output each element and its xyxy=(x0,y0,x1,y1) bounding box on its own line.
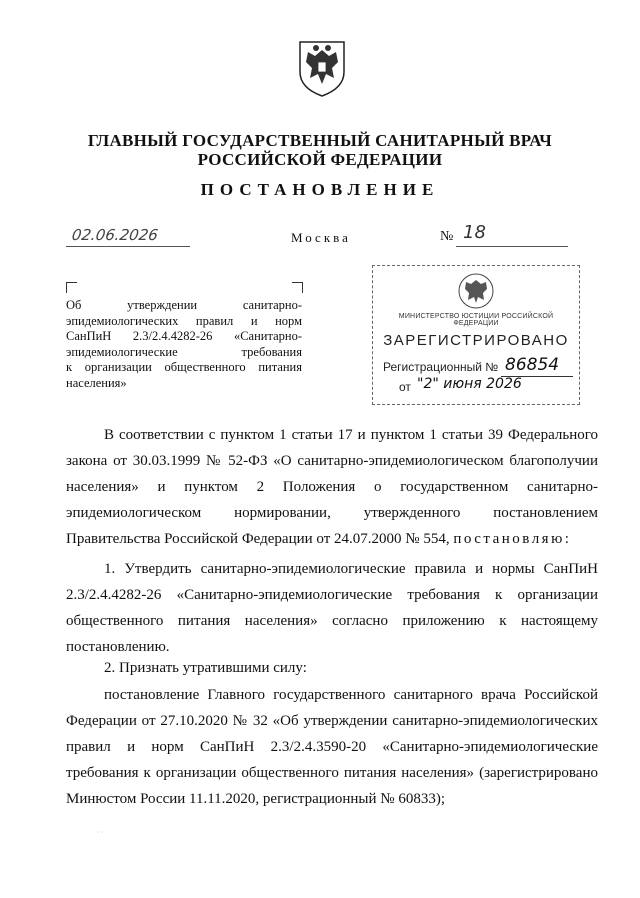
resolution-word: постановляю: xyxy=(453,531,572,547)
coat-of-arms-emblem xyxy=(296,38,348,98)
clause-2-item: постановление Главного государственного санитарного врача Российской Федерации от 27.10.2020 № 32 «Об утверждении санитарно-эпидемиологических правил и норм СанПиН 2.3/2.4.3590-20 «Санитарно-эпидемиологические требования к организации общественного питания населения» (зарегистрировано Минюстом России 11.11.2020, регистрационный № 60833); xyxy=(66,687,598,807)
authority-title-line1: ГЛАВНЫЙ ГОСУДАРСТВЕННЫЙ САНИТАРНЫЙ ВРАЧ xyxy=(87,131,553,150)
subject-line: населения» xyxy=(66,375,127,390)
number-sign: № xyxy=(440,229,454,244)
document-city: Москва xyxy=(291,230,351,245)
clause-2-heading: 2. Признать утратившими силу: xyxy=(104,660,307,676)
date-underline xyxy=(66,246,190,247)
subject-bracket-left xyxy=(66,282,77,293)
stamp-registration-date: "2" июня 2026 xyxy=(417,376,522,392)
preamble-paragraph xyxy=(66,422,598,552)
scan-artifact: · · xyxy=(96,828,104,837)
stamp-ministry-name: МИНИСТЕРСТВО ЮСТИЦИИ РОССИЙСКОЙ ФЕДЕРАЦИИ xyxy=(398,313,554,327)
number-underline xyxy=(456,246,568,247)
subject-line: Об утверждении санитарно- xyxy=(66,298,302,312)
subject-bracket-right xyxy=(292,282,303,293)
stamp-emblem-icon xyxy=(457,272,495,310)
document-date: 02.06.2026 xyxy=(70,226,160,244)
authority-title-line2: РОССИЙСКОЙ ФЕДЕРАЦИИ xyxy=(197,150,443,169)
document-number: 18 xyxy=(463,222,486,243)
subject-line: СанПиН 2.3/2.4.4282-26 «Санитарно- xyxy=(66,329,302,343)
document-subject xyxy=(66,298,302,391)
preamble-text: В соответствии с пунктом 1 статьи 17 и пунктом 1 статьи 39 Федерального закона от 30.03.1999 № 52-ФЗ «О санитарно-эпидемиологическом благополучии населения» и пунктом 2 Положения о государственном санитарно-эпидемиологическом нормировании, утвержденного постановлением Правительства Российской Федерации от 24.07.2000 № 554, xyxy=(66,427,598,547)
clause-1-paragraph: 1. Утвердить санитарно-эпидемиологические правила и нормы СанПиН 2.3/2.4.4282-26 «Санитарно-эпидемиологические требования к организации общественного питания населения» согласно приложению к настоящему постановлению. xyxy=(66,561,598,655)
stamp-from-label: от xyxy=(399,380,411,394)
subject-line: эпидемиологических правил и норм xyxy=(66,313,302,328)
stamp-registration-number: 86854 xyxy=(505,355,560,375)
registration-stamp xyxy=(372,265,580,405)
stamp-registered-label: ЗАРЕГИСТРИРОВАНО xyxy=(383,332,569,349)
subject-line: к организации общественного питания xyxy=(66,360,302,374)
document-type-title: ПОСТАНОВЛЕНИЕ xyxy=(200,180,440,199)
subject-line: эпидемиологические требования xyxy=(66,344,302,359)
stamp-regnum-label: Регистрационный № xyxy=(383,360,499,374)
